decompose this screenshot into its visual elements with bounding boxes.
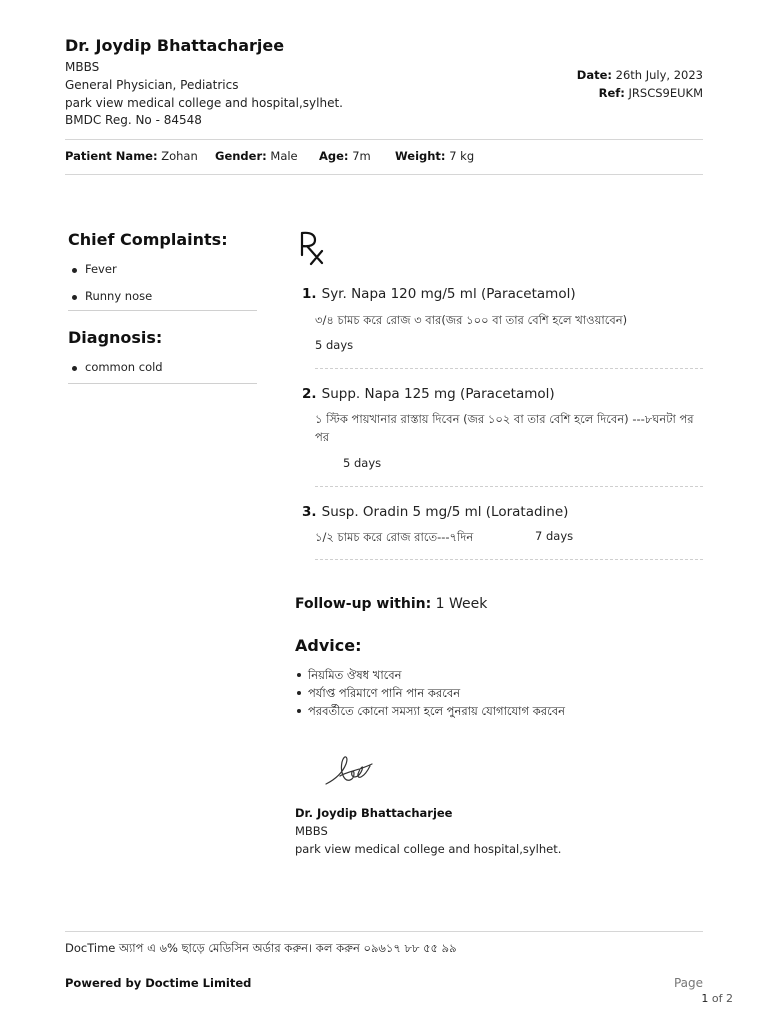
- patient-gender-value: Male: [270, 149, 298, 163]
- page-current: 1: [701, 992, 709, 1005]
- medicine-number: 1.: [302, 286, 317, 302]
- doctor-registration: BMDC Reg. No - 84548: [65, 113, 202, 127]
- medicine-number: 2.: [302, 386, 317, 402]
- follow-up-label: Follow-up within:: [295, 596, 432, 612]
- patient-weight-value: 7 kg: [449, 149, 475, 163]
- patient-divider: [65, 174, 703, 175]
- prescription-date: [577, 68, 703, 82]
- advice-list: [295, 666, 565, 720]
- doctor-degree: MBBS: [65, 60, 100, 74]
- patient-age: [319, 149, 371, 163]
- footer-divider: [65, 931, 703, 932]
- medicine-name: Susp. Oradin 5 mg/5 ml (Loratadine): [321, 504, 569, 520]
- medicine-number: 3.: [302, 504, 317, 520]
- page-label: Page: [673, 976, 703, 990]
- list-item: Runny nose: [68, 289, 152, 307]
- patient-name: [65, 149, 198, 163]
- date-value: 26th July, 2023: [615, 68, 703, 82]
- medicine-duration: 7 days: [535, 529, 574, 543]
- signature-name: Dr. Joydip Bhattacharjee: [295, 806, 453, 820]
- medicine-name: Syr. Napa 120 mg/5 ml (Paracetamol): [321, 286, 576, 302]
- patient-gender: [215, 149, 298, 163]
- medicine-name: Supp. Napa 125 mg (Paracetamol): [321, 386, 555, 402]
- diagnosis-divider: [68, 383, 257, 384]
- medicine-instruction: ১/২ চামচ করে রোজ রাতে---৭দিন: [315, 530, 474, 544]
- medicine-item: [302, 283, 576, 302]
- advice-title: Advice:: [295, 636, 362, 655]
- doctor-name: Dr. Joydip Bhattacharjee: [65, 36, 285, 55]
- medicine-item: [302, 383, 555, 402]
- patient-name-value: Zohan: [161, 149, 198, 163]
- rx-icon: [298, 229, 326, 267]
- patient-weight-label: Weight:: [395, 149, 446, 163]
- medicine-divider: [315, 368, 703, 369]
- ref-label: Ref:: [598, 86, 625, 100]
- header-divider: [65, 139, 703, 140]
- date-label: Date:: [576, 68, 612, 82]
- chief-complaints-title: Chief Complaints:: [68, 230, 228, 249]
- medicine-instruction: ৩/৪ চামচ করে রোজ ৩ বার(জর ১০০ বা তার বেশি হলে খাওয়াবেন): [315, 313, 628, 327]
- list-item: নিয়মিত ঔষধ খাবেন: [295, 666, 565, 684]
- ref-value: JRSCS9EUKM: [628, 86, 703, 100]
- diagnosis-list: [68, 360, 163, 378]
- list-item: common cold: [68, 360, 163, 378]
- signature-institution: park view medical college and hospital,sylhet.: [295, 842, 562, 856]
- doctor-title: General Physician, Pediatrics: [65, 78, 239, 92]
- medicine-item: [302, 501, 568, 520]
- medicine-duration: 5 days: [315, 338, 354, 352]
- patient-name-label: Patient Name:: [65, 149, 158, 163]
- complaints-list: [68, 262, 152, 307]
- patient-age-label: Age:: [319, 149, 349, 163]
- medicine-divider: [315, 559, 703, 560]
- powered-by: Powered by Doctime Limited: [65, 976, 252, 990]
- list-item: পর্যাপ্ত পরিমাণে পানি পান করবেন: [295, 684, 565, 702]
- patient-age-value: 7m: [352, 149, 371, 163]
- patient-gender-label: Gender:: [215, 149, 267, 163]
- follow-up: [295, 596, 487, 612]
- follow-up-value: 1 Week: [435, 596, 488, 612]
- medicine-duration: 5 days: [343, 456, 382, 470]
- signature-image: [320, 750, 376, 790]
- doctor-institution: park view medical college and hospital,sylhet.: [65, 96, 343, 110]
- medicine-divider: [315, 486, 703, 487]
- complaints-divider: [68, 310, 257, 311]
- patient-weight: [395, 149, 474, 163]
- diagnosis-title: Diagnosis:: [68, 328, 163, 347]
- prescription-ref: [599, 86, 703, 100]
- list-item: Fever: [68, 262, 152, 289]
- list-item: পরবর্তীতে কোনো সমস্যা হলে পুনরায় যোগাযোগ করবেন: [295, 702, 565, 720]
- page-total: of 2: [711, 992, 733, 1005]
- footer-promo: DocTime অ্যাপ এ ৬% ছাড়ে মেডিসিন অর্ডার করুন। কল করুন ০৯৬১৭ ৮৮ ৫৫ ৯৯: [65, 941, 457, 955]
- signature-degree: MBBS: [295, 824, 328, 838]
- page-count: [701, 992, 733, 1005]
- medicine-instruction: ১ স্টিক পায়খানার রাস্তায় দিবেন (জর ১০২ বা তার বেশি হলে দিবেন) ---৮ঘনটা পর পর: [315, 412, 694, 444]
